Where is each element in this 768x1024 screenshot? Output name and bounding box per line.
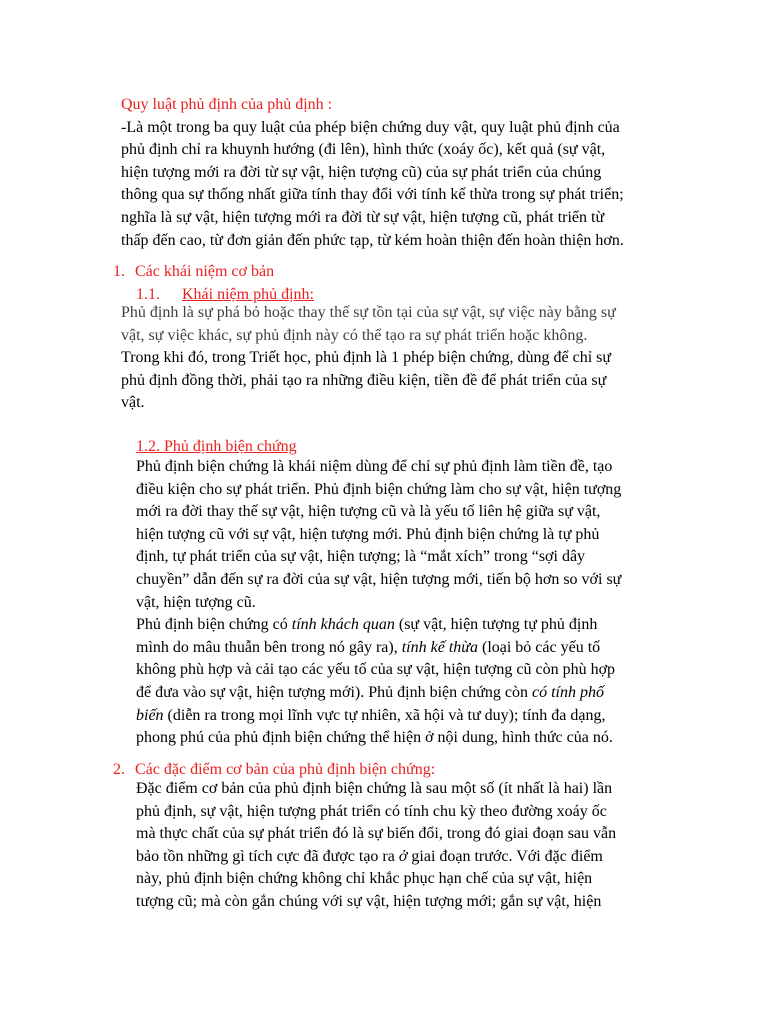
section1-heading xyxy=(113,261,274,284)
paragraph-line: định, tự phát triển của sự vật, hiện tượng; là “mắt xích” trong “sợi dây xyxy=(136,548,586,566)
paragraph-line xyxy=(136,846,616,869)
intro-line: thấp đến cao, từ đơn giản đến phức tạp, từ kém hoàn thiện đến hoàn thiện hơn. xyxy=(121,231,624,249)
definition-line: phủ định đồng thời, phải tạo ra những điều kiện, tiền đề để phát triển của sự xyxy=(121,371,607,389)
italic-term: có tính phố xyxy=(532,683,604,701)
intro-line: hiện tượng mới ra đời từ sự vật, hiện tượng cũ) của sự phát triển của chúng xyxy=(121,163,602,181)
paragraph-line: điều kiện cho sự phát triển. Phủ định biện chứng làm cho sự vật, hiện tượng xyxy=(136,480,622,498)
paragraph-line: không phù hợp và cải tạo các yếu tố của sự vật, hiện tượng cũ còn phù hợp xyxy=(136,661,616,679)
paragraph-line: Đặc điểm cơ bản của phủ định biện chứng là sau một số (ít nhất là hai) lần xyxy=(136,780,613,797)
paragraph-line xyxy=(136,637,621,660)
subsection-1-1-body xyxy=(121,302,616,415)
paragraph-line: hiện tượng cũ với sự vật, hiện tượng mới. Phủ định biện chứng là tự phủ xyxy=(136,525,600,543)
text-run: giai đoạn trước. Với đặc điểm xyxy=(407,847,603,865)
paragraph-line: mới ra đời thay thế sự vật, hiện tượng cũ và là yếu tố liên hệ giữa sự vật, xyxy=(136,503,601,521)
text-run: mình do mâu thuẫn bên trong nó gây ra), xyxy=(136,638,402,656)
subsection-1-2-title: 1.2. Phủ định biện chứng xyxy=(136,438,297,455)
definition-line: Trong khi đó, trong Triết học, phủ định là 1 phép biện chứng, dùng để chỉ sự xyxy=(121,349,612,367)
section2-title: Các đặc điểm cơ bản của phủ định biện chứng: xyxy=(135,761,436,778)
intro-block xyxy=(121,94,624,252)
section2-number: 2. xyxy=(113,761,125,778)
subsection-1-1-number: 1.1. xyxy=(136,286,160,303)
text-run: (sự vật, hiện tượng tự phủ định xyxy=(394,616,598,634)
intro-line: -Là một trong ba quy luật của phép biện chứng duy vật, quy luật phủ định của xyxy=(121,118,620,136)
text-run: bảo tồn những gì tích cực đã được tạo ra xyxy=(136,847,399,865)
text-run: (loại bỏ các yếu tố xyxy=(477,638,601,656)
paragraph-line: mà thực chất của sự phát triển đó là sự biến đổi, trong đó giai đoạn sau vẫn xyxy=(136,825,617,843)
text-run: (diễn ra trong mọi lĩnh vực tự nhiên, xã hội và tư duy); tính đa dạng, xyxy=(163,706,606,724)
paragraph-line: phủ định, sự vật, hiện tượng phát triển có tính chu kỳ theo đường xoáy ốc xyxy=(136,802,607,820)
intro-line: phủ định chỉ ra khuynh hướng (đi lên), hình thức (xoáy ốc), kết quả (sự vật, xyxy=(121,141,606,159)
section2-body xyxy=(136,778,616,914)
document-title: Quy luật phủ định của phủ định : xyxy=(121,96,333,113)
paragraph-line: này, phủ định biện chứng không chỉ khắc phục hạn chế của sự vật, hiện xyxy=(136,870,593,888)
subsection-1-2-body xyxy=(136,456,621,750)
subsection-1-1-title: Khái niệm phủ định: xyxy=(182,286,314,303)
text-run: Phủ định biện chứng có xyxy=(136,616,292,634)
paragraph-line xyxy=(136,682,621,705)
paragraph-line: tượng cũ; mà còn gắn chúng với sự vật, hiện tượng mới; gắn sự vật, hiện xyxy=(136,892,602,910)
paragraph-line: chuyền” dẫn đến sự ra đời của sự vật, hiện tượng mới, tiến bộ hơn so với sự xyxy=(136,570,622,588)
italic-term: tính kế thừa xyxy=(401,638,478,656)
paragraph-line: phong phú của phủ định biện chứng thể hiện ở nội dung, hình thức của nó. xyxy=(136,729,613,747)
section1-number: 1. xyxy=(113,263,125,280)
definition-line: vật. xyxy=(121,394,145,412)
italic-term: ở xyxy=(398,847,408,865)
definition-line: Phủ định là sự phá bỏ hoặc thay thế sự tồn tại của sự vật, sự việc này bằng sự xyxy=(121,304,616,321)
paragraph-line: Phủ định biện chứng là khái niệm dùng để chỉ sự phủ định làm tiền đề, tạo xyxy=(136,458,613,475)
paragraph-line xyxy=(136,614,621,637)
section1-title: Các khái niệm cơ bản xyxy=(135,263,275,280)
italic-term: tính khách quan xyxy=(291,616,395,634)
italic-term: biến xyxy=(136,706,164,724)
definition-line: vật, sự việc khác, sự phủ định này có thể tạo ra sự phát triển hoặc không. xyxy=(121,326,588,344)
paragraph-line xyxy=(136,705,621,728)
paragraph-line: vật, hiện tượng cũ. xyxy=(136,593,256,611)
intro-line: thông qua sự thống nhất giữa tính thay đổi với tính kế thừa trong sự phát triển; xyxy=(121,186,624,204)
text-run: để đưa vào sự vật, hiện tượng mới). Phủ định biện chứng còn xyxy=(136,683,532,701)
intro-line: nghĩa là sự vật, hiện tượng mới ra đời từ sự vật, hiện tượng cũ, phát triển từ xyxy=(121,208,605,226)
